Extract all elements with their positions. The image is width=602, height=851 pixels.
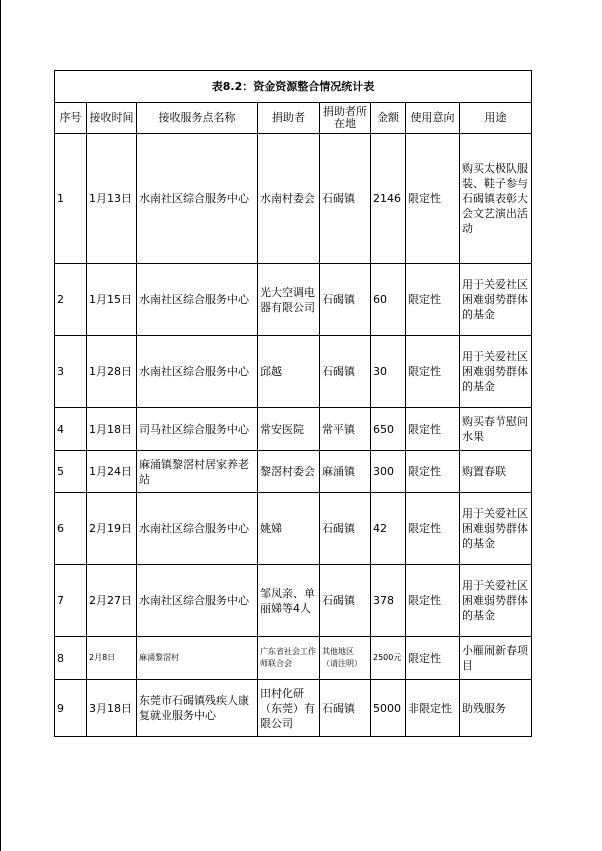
cell-service: 东莞市石碣镇残疾人康复就业服务中心 (137, 680, 258, 737)
cell-intent: 限定性 (406, 451, 460, 493)
table-row (55, 336, 532, 408)
cell-donor: 水南村委会 (258, 134, 320, 264)
cell-donor: 广东省社会工作师联合会 (258, 637, 320, 680)
cell-date: 1月28日 (87, 336, 137, 408)
cell-amount: 300 (371, 451, 406, 493)
cell-location: 石碣镇 (320, 493, 371, 565)
cell-purpose: 用于关爱社区困难弱势群体的基金 (460, 493, 532, 565)
cell-service: 水南社区综合服务中心 (137, 264, 258, 336)
cell-service: 麻涌黎滘村 (137, 637, 258, 680)
cell-purpose: 用于关爱社区困难弱势群体的基金 (460, 336, 532, 408)
cell-service: 水南社区综合服务中心 (137, 134, 258, 264)
cell-location: 石碣镇 (320, 264, 371, 336)
header-purpose: 用途 (460, 103, 532, 134)
cell-amount: 5000 (371, 680, 406, 737)
cell-date: 1月18日 (87, 408, 137, 451)
table-row (55, 408, 532, 451)
cell-service: 水南社区综合服务中心 (137, 565, 258, 637)
cell-date: 1月24日 (87, 451, 137, 493)
cell-no: 7 (55, 565, 87, 637)
cell-donor: 邹凤亲、单丽娣等4人 (258, 565, 320, 637)
table-row (55, 680, 532, 737)
table-row (55, 264, 532, 336)
header-location: 捐助者所在地 (320, 103, 371, 134)
cell-location: 石碣镇 (320, 565, 371, 637)
cell-intent: 非限定性 (406, 680, 460, 737)
cell-no: 2 (55, 264, 87, 336)
table-row (55, 637, 532, 680)
table-title: 表8.2：资金资源整合情况统计表 (55, 71, 532, 103)
cell-donor: 邱越 (258, 336, 320, 408)
page-border (0, 0, 1, 851)
cell-intent: 限定性 (406, 637, 460, 680)
cell-date: 1月15日 (87, 264, 137, 336)
cell-date: 2月19日 (87, 493, 137, 565)
cell-donor: 黎滘村委会 (258, 451, 320, 493)
cell-donor: 田村化研（东莞）有限公司 (258, 680, 320, 737)
cell-no: 1 (55, 134, 87, 264)
header-amount: 金额 (371, 103, 406, 134)
cell-location: 石碣镇 (320, 680, 371, 737)
cell-amount: 650 (371, 408, 406, 451)
cell-service: 司马社区综合服务中心 (137, 408, 258, 451)
cell-amount: 30 (371, 336, 406, 408)
cell-donor: 常安医院 (258, 408, 320, 451)
cell-location: 其他地区（请注明） (320, 637, 371, 680)
cell-intent: 限定性 (406, 408, 460, 451)
cell-amount: 378 (371, 565, 406, 637)
cell-intent: 限定性 (406, 493, 460, 565)
cell-amount: 2146 (371, 134, 406, 264)
header-intent: 使用意向 (406, 103, 460, 134)
cell-purpose: 购置春联 (460, 451, 532, 493)
cell-purpose: 小雁闹新春项目 (460, 637, 532, 680)
cell-no: 9 (55, 680, 87, 737)
cell-intent: 限定性 (406, 264, 460, 336)
cell-location: 石碣镇 (320, 336, 371, 408)
cell-intent: 限定性 (406, 134, 460, 264)
table-row (55, 565, 532, 637)
cell-purpose: 助残服务 (460, 680, 532, 737)
cell-location: 麻涌镇 (320, 451, 371, 493)
funding-table (54, 70, 532, 737)
cell-location: 常平镇 (320, 408, 371, 451)
cell-amount: 60 (371, 264, 406, 336)
cell-purpose: 购买太极队服装、鞋子参与石碣镇表彰大会文艺演出活动 (460, 134, 532, 264)
cell-intent: 限定性 (406, 336, 460, 408)
cell-no: 6 (55, 493, 87, 565)
cell-purpose: 购买春节慰问水果 (460, 408, 532, 451)
cell-donor: 姚娣 (258, 493, 320, 565)
cell-service: 水南社区综合服务中心 (137, 493, 258, 565)
cell-purpose: 用于关爱社区困难弱势群体的基金 (460, 565, 532, 637)
cell-no: 5 (55, 451, 87, 493)
cell-date: 2月8日 (87, 637, 137, 680)
cell-no: 8 (55, 637, 87, 680)
cell-intent: 限定性 (406, 565, 460, 637)
cell-service: 水南社区综合服务中心 (137, 336, 258, 408)
cell-service: 麻涌镇黎滘村居家养老站 (137, 451, 258, 493)
table-row (55, 451, 532, 493)
cell-amount: 2500元 (371, 637, 406, 680)
header-date: 接收时间 (87, 103, 137, 134)
header-donor: 捐助者 (258, 103, 320, 134)
cell-purpose: 用于关爱社区困难弱势群体的基金 (460, 264, 532, 336)
cell-donor: 光大空调电器有限公司 (258, 264, 320, 336)
table-row (55, 134, 532, 264)
cell-date: 1月13日 (87, 134, 137, 264)
header-service: 接收服务点名称 (137, 103, 258, 134)
cell-location: 石碣镇 (320, 134, 371, 264)
table-row (55, 493, 532, 565)
cell-date: 2月27日 (87, 565, 137, 637)
cell-no: 3 (55, 336, 87, 408)
cell-date: 3月18日 (87, 680, 137, 737)
header-no: 序号 (55, 103, 87, 134)
cell-amount: 42 (371, 493, 406, 565)
cell-no: 4 (55, 408, 87, 451)
